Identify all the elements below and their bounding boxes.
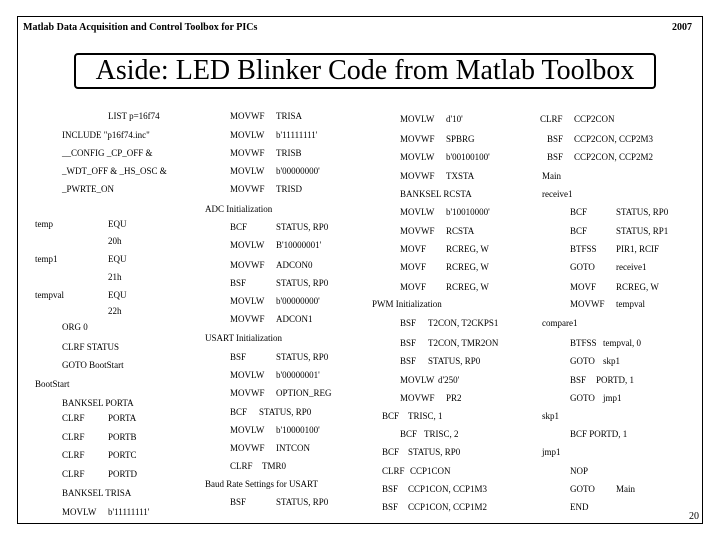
code-token: 20h — [108, 236, 122, 246]
code-token: BSF — [547, 134, 564, 144]
code-token: MOVF — [400, 244, 427, 254]
code-token: BANKSEL TRISA — [62, 488, 132, 498]
slide-frame — [17, 16, 703, 524]
code-token: BSF — [400, 318, 417, 328]
code-token: b'10010000' — [446, 207, 490, 217]
code-token: GOTO — [570, 262, 595, 272]
code-token: CLRF STATUS — [62, 342, 120, 352]
code-token: TRISC, 2 — [424, 429, 459, 439]
code-token: RCREG, W — [446, 282, 489, 292]
code-token: BCF — [570, 207, 588, 217]
code-token: TXSTA — [446, 171, 475, 181]
code-token: CCP1CON, CCP1M3 — [408, 484, 488, 494]
code-token: BSF — [230, 278, 247, 288]
code-token: PORTC — [108, 450, 137, 460]
code-token: MOVLW — [230, 166, 265, 176]
code-token: EQU — [108, 219, 127, 229]
code-token: MOVLW — [230, 425, 265, 435]
code-token: NOP — [570, 466, 589, 476]
code-token: MOVWF — [400, 171, 435, 181]
code-token: STATUS, RP0 — [276, 352, 329, 362]
code-token: STATUS, RP0 — [276, 497, 329, 507]
code-token: MOVLW — [400, 375, 435, 385]
code-token: GOTO BootStart — [62, 360, 124, 370]
code-token: Main — [616, 484, 635, 494]
code-token: MOVLW — [62, 507, 97, 517]
code-token: END — [570, 502, 589, 512]
code-token: EQU — [108, 254, 127, 264]
code-token: BSF — [570, 375, 587, 385]
header-title: Matlab Data Acquisition and Control Toolbox for PICs — [23, 22, 258, 33]
code-token: BSF — [400, 338, 417, 348]
code-token: MOVF — [400, 262, 427, 272]
code-token: MOVF — [400, 282, 427, 292]
code-token: tempval — [35, 290, 64, 300]
code-token: TRISC, 1 — [408, 411, 443, 421]
code-token: MOVWF — [400, 134, 435, 144]
code-token: PORTB — [108, 432, 137, 442]
code-token: TMR0 — [262, 461, 287, 471]
code-token: EQU — [108, 290, 127, 300]
code-token: BANKSEL RCSTA — [400, 189, 472, 199]
code-token: PORTD, 1 — [596, 375, 634, 385]
code-token: USART Initialization — [205, 333, 283, 343]
code-token: ADCON0 — [276, 260, 313, 270]
code-token: PORTD — [108, 469, 137, 479]
code-token: CCP1CON — [410, 466, 451, 476]
code-token: BCF — [382, 411, 400, 421]
code-token: BCF — [570, 226, 588, 236]
code-token: BSF — [382, 502, 399, 512]
code-token: CLRF — [230, 461, 253, 471]
code-token: RCREG, W — [446, 262, 489, 272]
code-token: BTFSS — [570, 338, 597, 348]
page-number: 20 — [689, 511, 699, 522]
code-token: CLRF — [382, 466, 405, 476]
code-token: STATUS, RP0 — [259, 407, 312, 417]
code-token: STATUS, RP0 — [276, 222, 329, 232]
slide-title: Aside: LED Blinker Code from Matlab Toolbox — [74, 53, 656, 89]
code-token: CCP2CON — [574, 114, 615, 124]
header-year: 2007 — [672, 22, 692, 33]
code-token: b'10000100' — [276, 425, 320, 435]
code-token: Baud Rate Settings for USART — [205, 479, 318, 489]
code-token: TRISA — [276, 111, 303, 121]
code-token: T2CON, TMR2ON — [428, 338, 499, 348]
code-token: CCP2CON, CCP2M2 — [574, 152, 654, 162]
code-token: GOTO — [570, 484, 595, 494]
code-token: _PWRTE_ON — [62, 184, 114, 194]
code-token: b'00000001' — [276, 370, 320, 380]
code-token: b'00000000' — [276, 296, 320, 306]
code-token: BSF — [230, 497, 247, 507]
code-token: skp1 — [603, 356, 621, 366]
code-token: RCREG, W — [616, 282, 659, 292]
code-token: __CONFIG _CP_OFF & — [62, 148, 153, 158]
code-token: BCF — [400, 429, 418, 439]
code-token: BSF — [382, 484, 399, 494]
code-token: 21h — [108, 272, 122, 282]
code-token: MOVWF — [230, 443, 265, 453]
code-token: ORG 0 — [62, 322, 88, 332]
code-token: BCF — [382, 447, 400, 457]
code-token: STATUS, RP1 — [616, 226, 669, 236]
code-token: BCF — [230, 222, 248, 232]
code-token: b'11111111' — [276, 130, 318, 140]
code-token: LIST p=16f74 — [108, 111, 160, 121]
code-token: MOVLW — [230, 370, 265, 380]
code-token: BANKSEL PORTA — [62, 398, 134, 408]
code-token: CLRF — [62, 432, 85, 442]
code-token: STATUS, RP0 — [428, 356, 481, 366]
code-token: ADCON1 — [276, 314, 313, 324]
code-token: OPTION_REG — [276, 388, 332, 398]
code-token: PR2 — [446, 393, 462, 403]
code-token: BTFSS — [570, 244, 597, 254]
code-token: PORTA — [108, 413, 137, 423]
code-token: compare1 — [542, 318, 578, 328]
code-token: b'11111111' — [108, 507, 150, 517]
code-token: CCP2CON, CCP2M3 — [574, 134, 654, 144]
code-token: receive1 — [542, 189, 573, 199]
code-token: B'10000001' — [276, 240, 322, 250]
code-token: skp1 — [542, 411, 560, 421]
code-token: STATUS, RP0 — [276, 278, 329, 288]
code-token: tempval, 0 — [603, 338, 641, 348]
code-token: receive1 — [616, 262, 647, 272]
code-token: MOVWF — [570, 299, 605, 309]
code-token: PIR1, RCIF — [616, 244, 660, 254]
code-token: TRISD — [276, 184, 303, 194]
code-token: MOVLW — [400, 114, 435, 124]
code-token: b'00000000' — [276, 166, 320, 176]
code-token: d'250' — [438, 375, 460, 385]
code-token: GOTO — [570, 393, 595, 403]
code-token: jmp1 — [603, 393, 622, 403]
code-token: MOVF — [570, 282, 597, 292]
code-token: TRISB — [276, 148, 302, 158]
code-token: MOVLW — [400, 207, 435, 217]
code-token: BSF — [547, 152, 564, 162]
code-token: RCSTA — [446, 226, 475, 236]
code-token: BCF PORTD, 1 — [570, 429, 628, 439]
code-token: temp1 — [35, 254, 58, 264]
code-token: CLRF — [62, 413, 85, 423]
code-token: MOVWF — [230, 148, 265, 158]
code-token: MOVLW — [230, 240, 265, 250]
code-token: INTCON — [276, 443, 310, 453]
code-token: MOVWF — [230, 260, 265, 270]
code-token: BCF — [230, 407, 248, 417]
code-token: ADC Initialization — [205, 204, 273, 214]
code-token: MOVWF — [400, 226, 435, 236]
code-token: MOVLW — [230, 296, 265, 306]
code-token: MOVWF — [400, 393, 435, 403]
code-token: STATUS, RP0 — [616, 207, 669, 217]
code-token: RCREG, W — [446, 244, 489, 254]
code-token: jmp1 — [542, 447, 561, 457]
code-token: MOVWF — [230, 184, 265, 194]
code-token: T2CON, T2CKPS1 — [428, 318, 499, 328]
code-token: CCP1CON, CCP1M2 — [408, 502, 488, 512]
code-token: _WDT_OFF & _HS_OSC & — [62, 166, 167, 176]
code-token: INCLUDE "p16f74.inc" — [62, 130, 150, 140]
code-token: 22h — [108, 306, 122, 316]
code-token: temp — [35, 219, 53, 229]
code-token: MOVWF — [230, 111, 265, 121]
code-token: b'00100100' — [446, 152, 490, 162]
code-token: GOTO — [570, 356, 595, 366]
code-token: BootStart — [35, 379, 70, 389]
code-token: MOVWF — [230, 314, 265, 324]
code-token: CLRF — [540, 114, 563, 124]
code-token: d'10' — [446, 114, 463, 124]
code-token: CLRF — [62, 450, 85, 460]
code-token: MOVWF — [230, 388, 265, 398]
code-token: BSF — [400, 356, 417, 366]
code-token: CLRF — [62, 469, 85, 479]
code-token: PWM Initialization — [372, 299, 442, 309]
code-token: STATUS, RP0 — [408, 447, 461, 457]
code-token: tempval — [616, 299, 645, 309]
code-token: BSF — [230, 352, 247, 362]
code-token: Main — [542, 171, 561, 181]
code-token: MOVLW — [230, 130, 265, 140]
code-token: SPBRG — [446, 134, 475, 144]
code-token: MOVLW — [400, 152, 435, 162]
